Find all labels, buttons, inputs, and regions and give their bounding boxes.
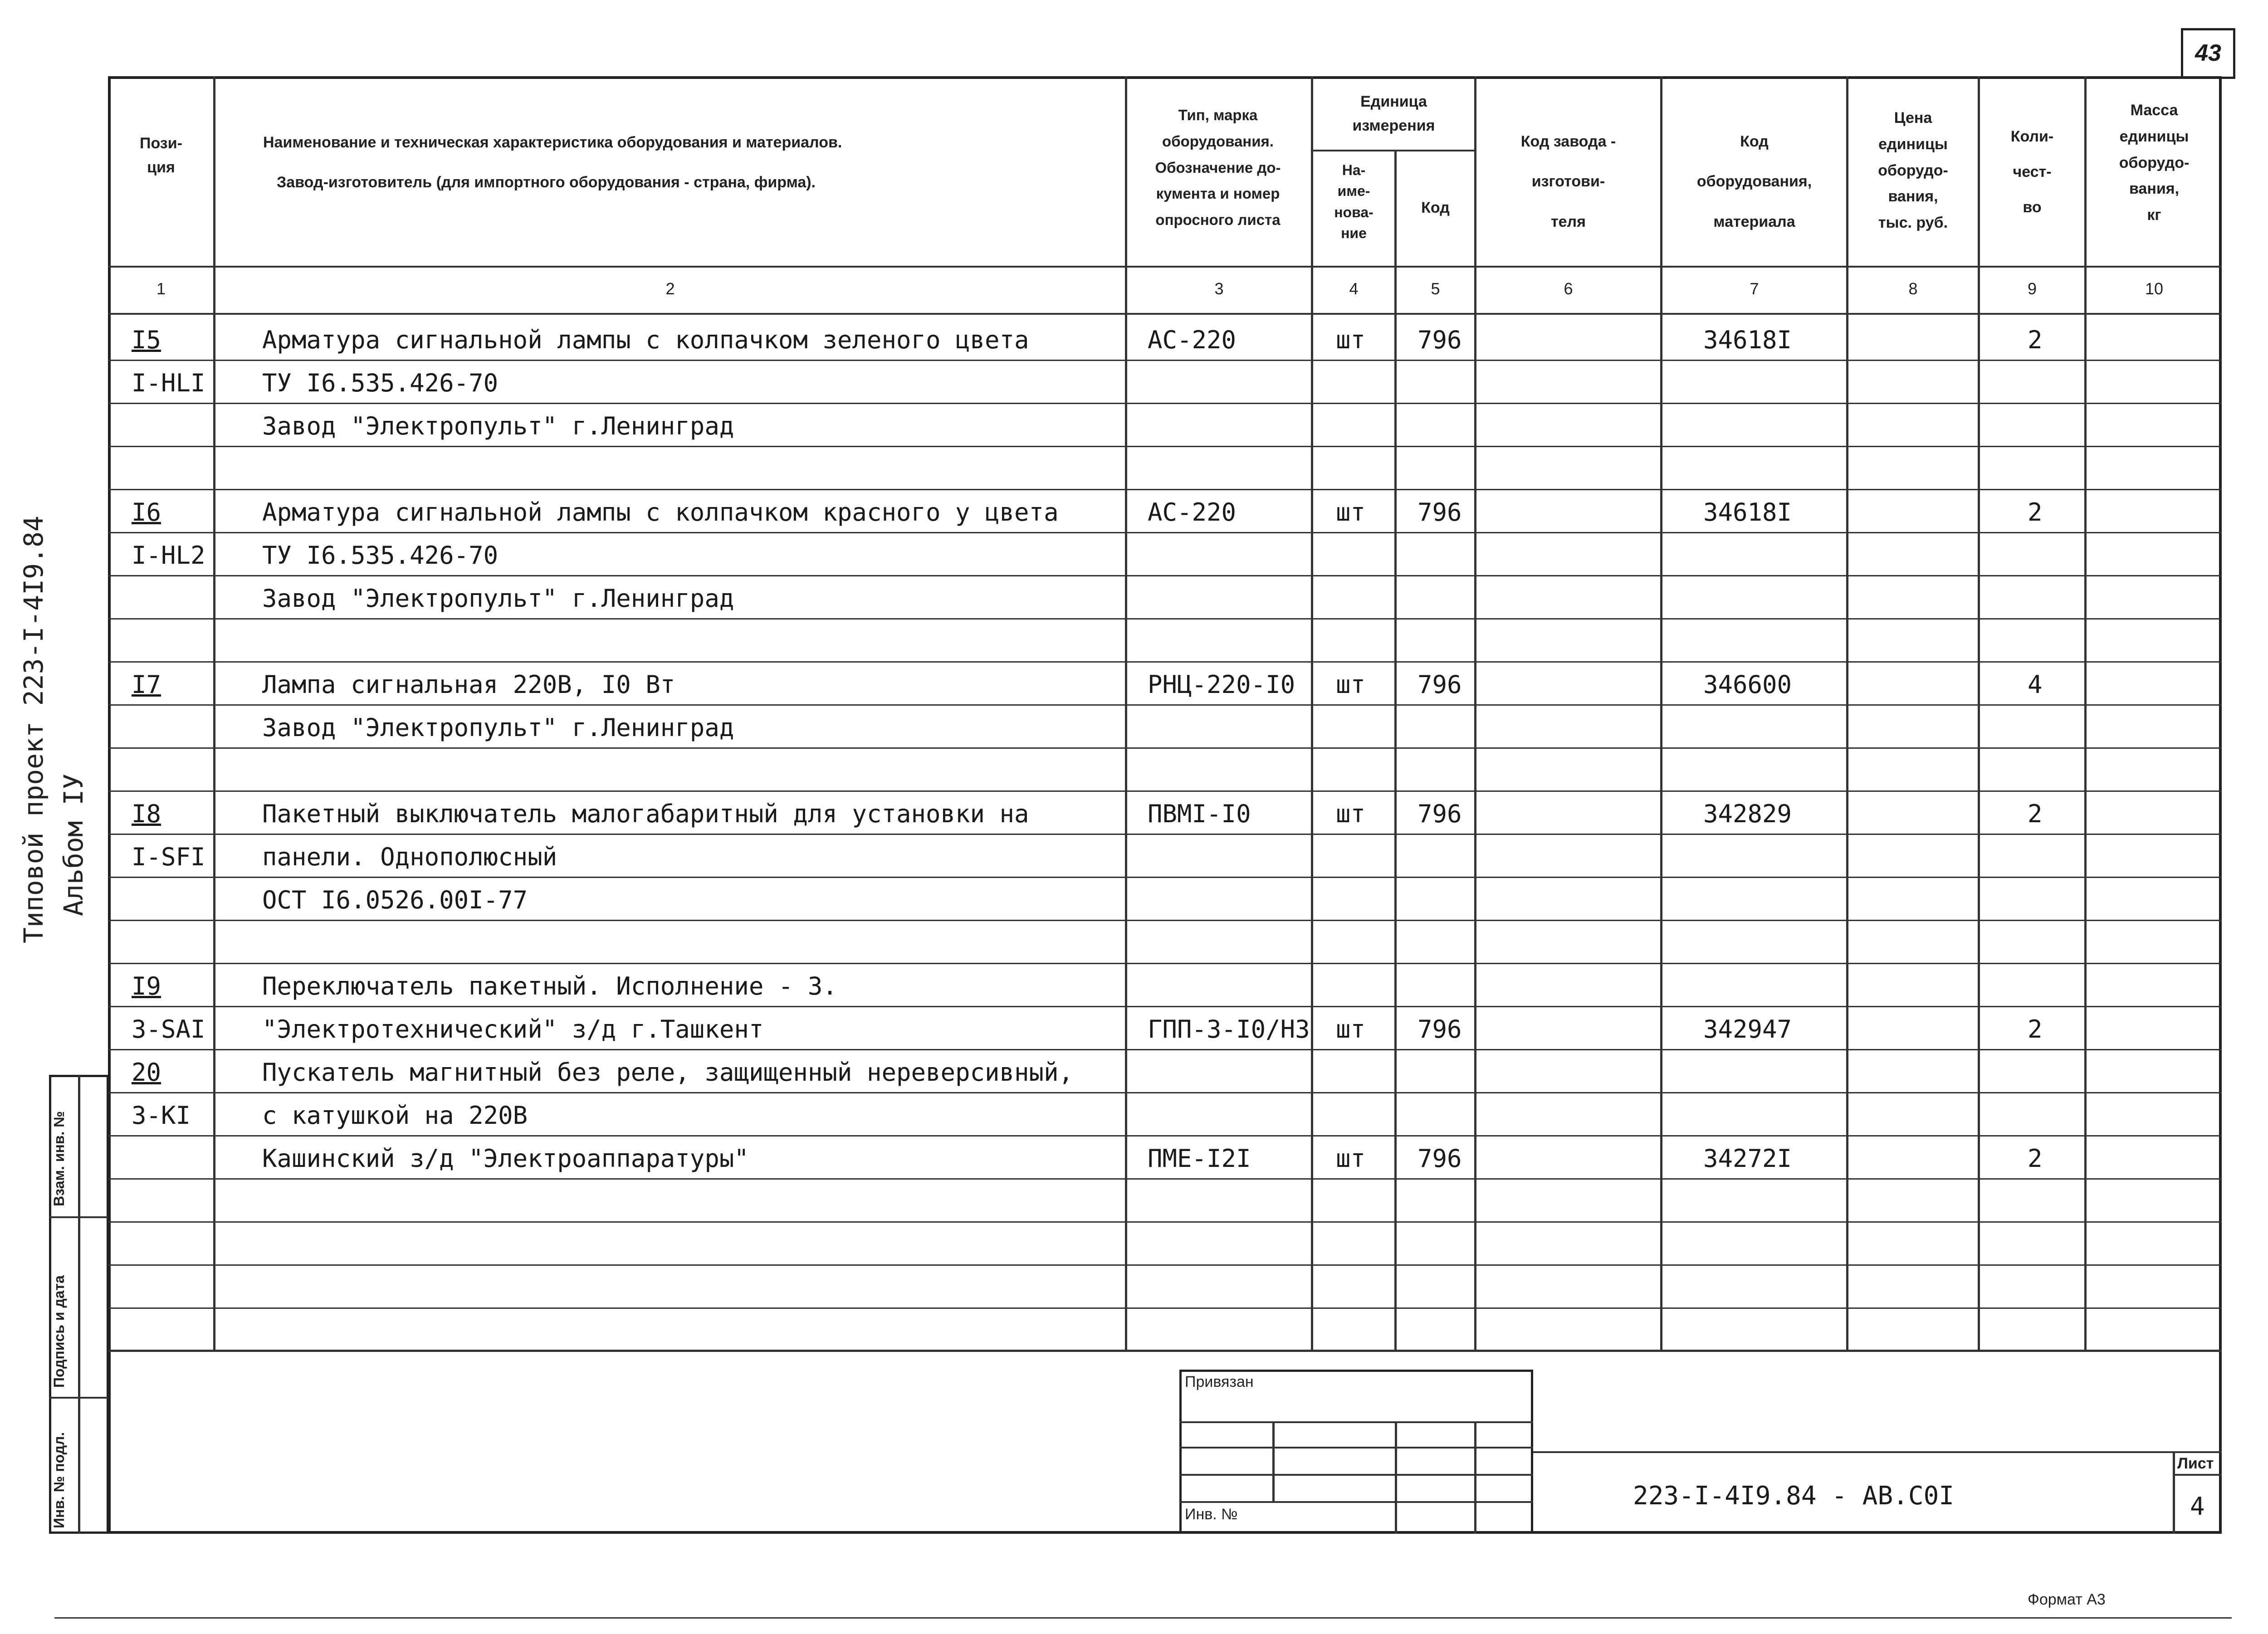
row-name: Завод "Электропульт" г.Ленинград xyxy=(262,584,734,613)
row-name: "Электротехнический" з/д г.Ташкент xyxy=(262,1015,764,1044)
header-position: Пози- ция xyxy=(140,135,182,176)
row-unit-code: 796 xyxy=(1418,800,1462,828)
header-price: Цена единицы оборудо- вания, тыс. руб. xyxy=(1878,109,1948,232)
row-type: ПМЕ-I2I xyxy=(1148,1144,1251,1173)
header-equip-code: Код оборудования, материала xyxy=(1696,133,1812,230)
row-equip-code: 34618I xyxy=(1703,498,1792,527)
row-position: 3-KI xyxy=(132,1101,191,1130)
row-type: ГПП-3-I0/Н3 xyxy=(1148,1015,1310,1044)
row-qty: 2 xyxy=(2028,1144,2043,1173)
col-number-4: 4 xyxy=(1349,279,1359,298)
row-name: ТУ I6.535.426-70 xyxy=(262,369,499,397)
row-type: АС-220 xyxy=(1148,326,1237,354)
row-position: I-HL2 xyxy=(132,541,205,570)
row-position: I7 xyxy=(132,670,161,699)
row-unit-code: 796 xyxy=(1418,1144,1462,1173)
row-equip-code: 346600 xyxy=(1703,670,1792,699)
col-number-2: 2 xyxy=(665,279,675,298)
header-factory-code: Код завода - изготови- теля xyxy=(1520,133,1616,230)
header-unit-code: Код xyxy=(1421,199,1450,216)
col-number-6: 6 xyxy=(1564,279,1573,298)
col-number-1: 1 xyxy=(156,279,166,298)
header-type: Тип, марка оборудования. Обозначение до- кумента и номер опросного листа xyxy=(1155,107,1281,228)
row-line xyxy=(108,1178,2222,1180)
row-line xyxy=(108,360,2222,361)
col-number-7: 7 xyxy=(1750,279,1759,298)
row-line xyxy=(108,920,2222,921)
row-unit-code: 796 xyxy=(1418,670,1462,699)
row-line xyxy=(108,532,2222,533)
stamp-privyazan-label: Привязан xyxy=(1185,1373,1254,1390)
row-line xyxy=(108,963,2222,964)
row-position: I-SFI xyxy=(132,843,205,871)
row-line xyxy=(108,446,2222,447)
stamp-inv-label: Инв. № xyxy=(1185,1506,1238,1523)
sheet-badge: 43 xyxy=(2181,28,2235,79)
row-line xyxy=(108,790,2222,792)
side-label-album: Альбом IУ xyxy=(58,773,89,916)
row-line xyxy=(108,489,2222,490)
row-type: РНЦ-220-I0 xyxy=(1148,670,1295,699)
row-position: 20 xyxy=(132,1058,161,1087)
col-number-9: 9 xyxy=(2027,279,2037,298)
row-name: Пакетный выключатель малогабаритный для установки на xyxy=(262,800,1029,828)
sheet-bottom-line xyxy=(54,1617,2232,1619)
row-unit: шт xyxy=(1336,326,1366,354)
row-line xyxy=(108,1221,2222,1223)
row-line xyxy=(108,1006,2222,1007)
row-position: I9 xyxy=(132,972,161,1000)
row-unit: шт xyxy=(1336,670,1366,699)
label-podpis-data: Подпись и дата xyxy=(51,1275,67,1388)
row-unit-code: 796 xyxy=(1418,326,1462,354)
row-type: ПВМI-I0 xyxy=(1148,800,1251,828)
row-line xyxy=(108,618,2222,619)
row-name: Арматура сигнальной лампы с колпачком красного у цвета xyxy=(262,498,1059,527)
row-line xyxy=(108,1135,2222,1136)
row-position: I8 xyxy=(132,800,161,828)
row-equip-code: 34272I xyxy=(1703,1144,1792,1173)
row-line xyxy=(108,747,2222,749)
col-number-3: 3 xyxy=(1214,279,1224,298)
list-label: Лист xyxy=(2177,1455,2214,1472)
row-qty: 2 xyxy=(2028,498,2043,527)
row-name: Завод "Электропульт" г.Ленинград xyxy=(262,412,734,440)
header-qty: Коли- чест- во xyxy=(2010,128,2054,216)
row-line xyxy=(108,661,2222,663)
list-number: 4 xyxy=(2190,1492,2205,1521)
header-name: Наименование и техническая характеристика оборудования и материалов. Завод-изготовитель (для импортного оборудования - страна, фирма). xyxy=(263,134,842,191)
row-unit: шт xyxy=(1336,1015,1366,1044)
row-position: 3-SAI xyxy=(132,1015,205,1044)
row-unit: шт xyxy=(1336,1144,1366,1173)
row-line xyxy=(108,1307,2222,1309)
row-line xyxy=(108,1264,2222,1266)
row-line xyxy=(108,403,2222,404)
header-unit-name: На- име- нова- ние xyxy=(1334,162,1374,242)
row-line xyxy=(108,834,2222,835)
row-unit: шт xyxy=(1336,800,1366,828)
row-equip-code: 342829 xyxy=(1703,800,1792,828)
row-position: I-HLI xyxy=(132,369,205,397)
row-unit-code: 796 xyxy=(1418,1015,1462,1044)
row-equip-code: 342947 xyxy=(1703,1015,1792,1044)
header-mass: Масса единицы оборудо- вания, кг xyxy=(2119,102,2190,224)
label-inv-podl: Инв. № подл. xyxy=(51,1432,67,1528)
row-name: Арматура сигнальной лампы с колпачком зеленого цвета xyxy=(262,326,1029,354)
row-name: Кашинский з/д "Электроаппаратуры" xyxy=(262,1144,749,1173)
row-line xyxy=(108,575,2222,576)
row-unit-code: 796 xyxy=(1418,498,1462,527)
row-name: Пускатель магнитный без реле, защищенный нереверсивный, xyxy=(262,1058,1074,1087)
row-qty: 2 xyxy=(2028,326,2043,354)
col-number-10: 10 xyxy=(2145,279,2164,298)
col-number-8: 8 xyxy=(1908,279,1918,298)
row-name: Лампа сигнальная 220В, I0 Вт xyxy=(262,670,675,699)
row-qty: 4 xyxy=(2028,670,2043,699)
row-qty: 2 xyxy=(2028,800,2043,828)
row-name: Завод "Электропульт" г.Ленинград xyxy=(262,713,734,742)
col-number-5: 5 xyxy=(1431,279,1440,298)
row-line xyxy=(108,704,2222,706)
row-line xyxy=(108,1092,2222,1093)
side-label-project: Типовой проект 223-I-4I9.84 xyxy=(18,516,49,943)
format-label: Формат А3 xyxy=(2028,1591,2106,1608)
row-unit: шт xyxy=(1336,498,1366,527)
header-unit: Единица измерения xyxy=(1352,93,1435,134)
row-position: I5 xyxy=(132,326,161,354)
row-position: I6 xyxy=(132,498,161,527)
doc-code: 223-I-4I9.84 - АВ.С0I xyxy=(1633,1481,1955,1511)
row-name: Переключатель пакетный. Исполнение - 3. xyxy=(262,972,837,1000)
row-line xyxy=(108,877,2222,878)
row-line xyxy=(108,1049,2222,1050)
label-vzam-inv: Взам. инв. № xyxy=(51,1111,67,1206)
row-qty: 2 xyxy=(2028,1015,2043,1044)
row-name: панели. Однополюсный xyxy=(262,843,557,871)
row-name: ОСТ I6.0526.00I-77 xyxy=(262,886,528,914)
row-name: ТУ I6.535.426-70 xyxy=(262,541,499,570)
row-equip-code: 34618I xyxy=(1703,326,1792,354)
row-name: с катушкой на 220В xyxy=(262,1101,528,1130)
row-type: АС-220 xyxy=(1148,498,1237,527)
